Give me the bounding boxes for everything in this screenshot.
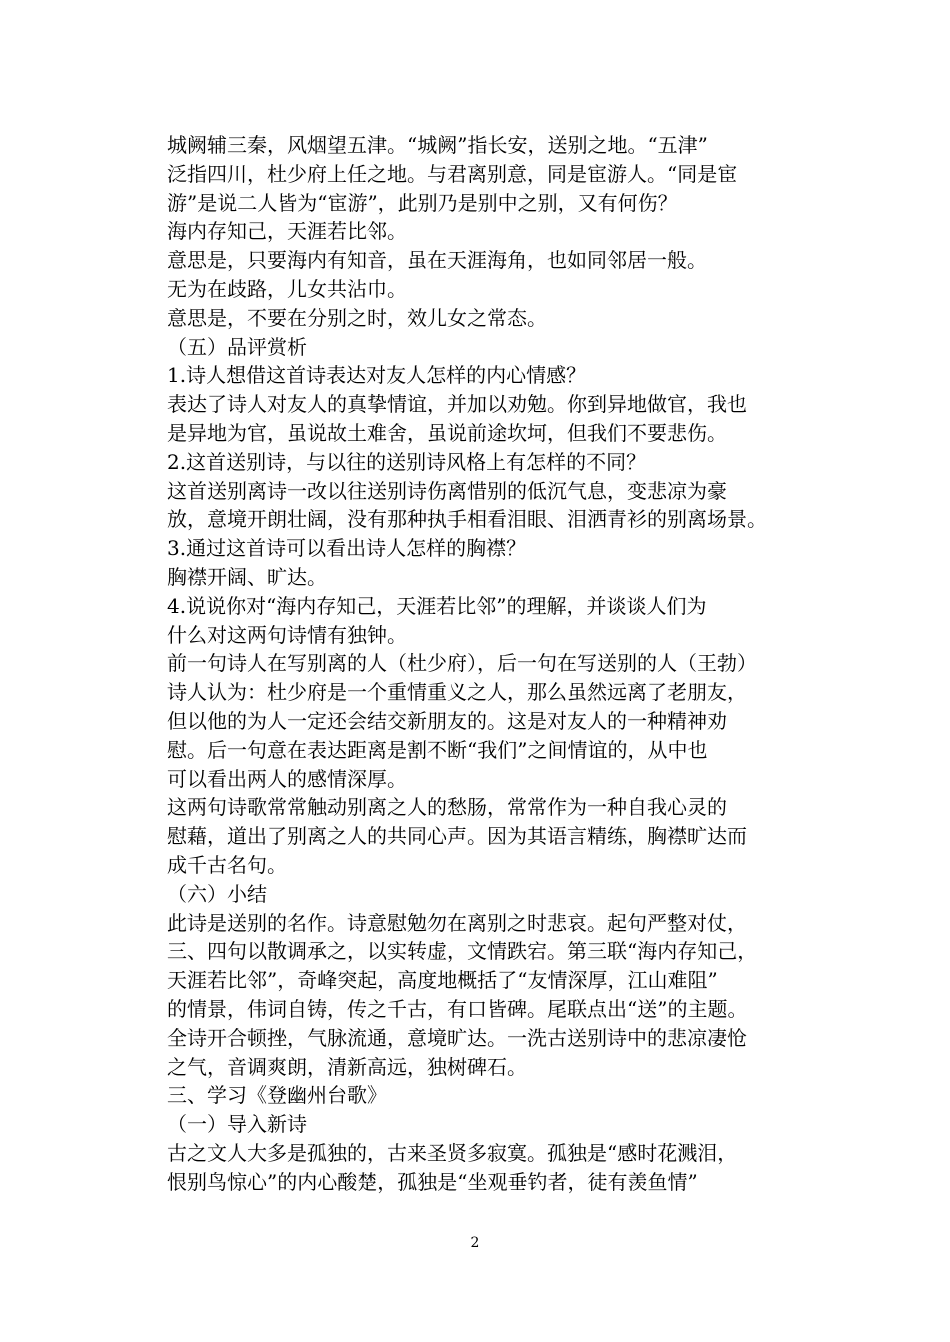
text-line: 泛指四川，杜少府上任之地。与君离别意，同是宦游人。“同是宦 (167, 161, 738, 186)
text-line: （六）小结 (167, 881, 267, 906)
text-line: 天涯若比邻”，奇峰突起，高度地概括了“友情深厚，江山难阻” (167, 968, 718, 993)
text-line: 城阙辅三秦，风烟望五津。“城阙”指长安，送别之地。“五津” (167, 133, 708, 157)
text-line: 古之文人大多是孤独的，古来圣贤多寂寞。孤独是“感时花溅泪， (167, 1140, 738, 1165)
text-line: 三、四句以散调承之，以实转虚，文情跌宕。第三联“海内存知己， (167, 939, 758, 964)
text-line: 诗人认为：杜少府是一个重情重义之人，那么虽然远离了老朋友， (167, 680, 747, 705)
text-line: 这首送别离诗一改以往送别诗伤离惜别的低沉气息，变悲凉为豪 (167, 478, 727, 503)
text-line: 之气，音调爽朗，清新高远，独树碑石。 (167, 1054, 527, 1079)
text-line: 这两句诗歌常常触动别离之人的愁肠，常常作为一种自我心灵的 (167, 795, 727, 820)
text-line: 1.诗人想借这首诗表达对友人怎样的内心情感？ (167, 363, 587, 388)
text-line: 胸襟开阔、旷达。 (167, 564, 327, 589)
text-line: 慰。后一句意在表达距离是割不断“我们”之间情谊的，从中也 (167, 737, 708, 762)
text-line: 的情景，伟词自铸，传之千古，有口皆碑。尾联点出“送”的主题。 (167, 996, 748, 1021)
text-line: 2.这首送别诗，与以往的送别诗风格上有怎样的不同？ (167, 449, 647, 474)
text-line: 无为在歧路，儿女共沾巾。 (167, 276, 407, 301)
text-line: 恨别鸟惊心”的内心酸楚，孤独是“坐观垂钓者，徒有羡鱼情” (167, 1169, 698, 1194)
text-line: 什么对这两句诗情有独钟。 (167, 622, 407, 647)
text-line: 表达了诗人对友人的真挚情谊，并加以劝勉。你到异地做官，我也 (167, 392, 747, 417)
text-line: 4.说说你对“海内存知己，天涯若比邻”的理解，并谈谈人们为 (167, 593, 707, 618)
text-line: 意思是，只要海内有知音，虽在天涯海角，也如同邻居一般。 (167, 248, 707, 273)
text-line: （一）导入新诗 (167, 1112, 307, 1137)
text-line: 前一句诗人在写别离的人（杜少府），后一句在写送别的人（王勃） (167, 651, 757, 676)
text-line: 可以看出两人的感情深厚。 (167, 766, 407, 791)
text-line: 3.通过这首诗可以看出诗人怎样的胸襟？ (167, 536, 527, 561)
text-line: 三、学习《登幽州台歌》 (167, 1083, 387, 1108)
text-line: 意思是，不要在分别之时，效儿女之常态。 (167, 305, 547, 330)
text-line: 是异地为官，虽说故土难舍，虽说前途坎坷，但我们不要悲伤。 (167, 420, 727, 445)
text-line: 成千古名句。 (167, 852, 287, 877)
page-number: 2 (470, 1235, 480, 1251)
text-line: （五）品评赏析 (167, 334, 307, 359)
text-line: 全诗开合顿挫，气脉流通，意境旷达。一洗古送别诗中的悲凉凄怆 (167, 1025, 747, 1050)
text-line: 海内存知己，天涯若比邻。 (167, 219, 407, 244)
body-text (167, 131, 797, 1196)
text-line: 但以他的为人一定还会结交新朋友的。这是对友人的一种精神劝 (167, 708, 727, 733)
text-line: 放，意境开朗壮阔，没有那种执手相看泪眼、泪洒青衫的别离场景。 (167, 507, 767, 532)
text-line: 慰藉，道出了别离之人的共同心声。因为其语言精练，胸襟旷达而 (167, 824, 747, 849)
text-line: 此诗是送别的名作。诗意慰勉勿在离别之时悲哀。起句严整对仗， (167, 910, 747, 935)
text-line: 游”是说二人皆为“宦游”，此别乃是别中之别，又有何伤？ (167, 190, 678, 215)
